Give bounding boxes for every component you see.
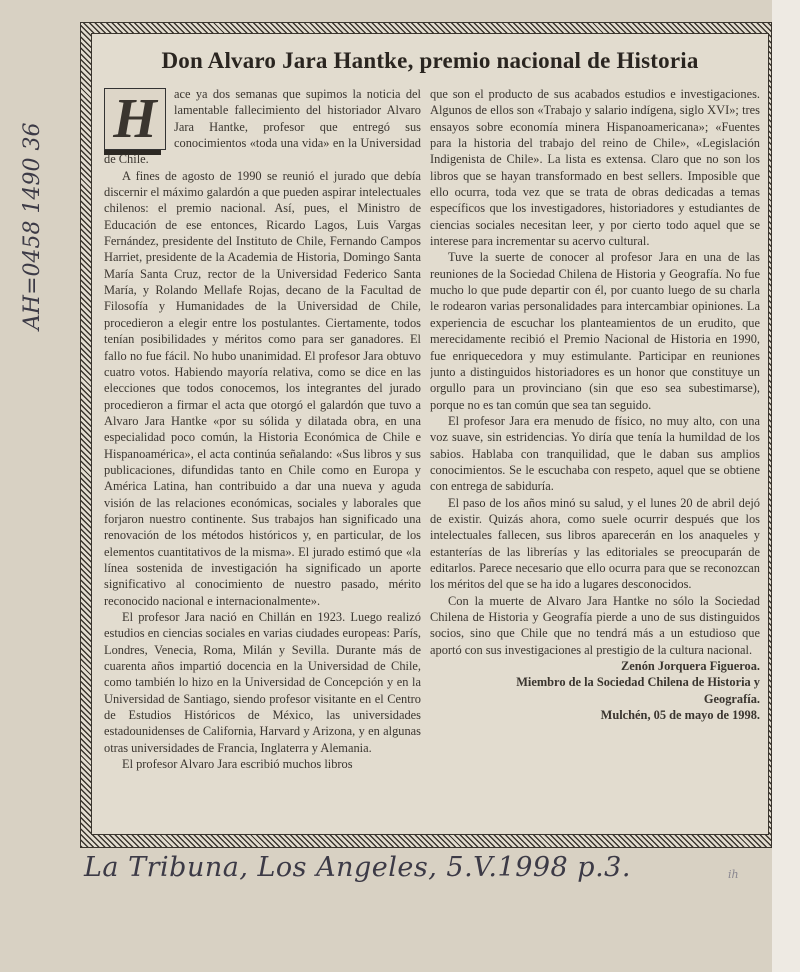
paragraph-2: A fines de agosto de 1990 se reunió el jurado que debía discernir el máximo galardón a que pueden aspirar intelectuales chilenos: el premio nacional. Así, pues, el Ministro de Educación de ese entonces, Ricardo Lagos, Luis Vargas Fernández, presidente del Instituto de Chile, Fernando Campos Harriet, presidente de la Academia de Historia, Domingo Santa María Santa Cruz, rector de la Universidad Federico Santa María, y Rolando Mellafe Rojas, decano de la Facultad de Filosofía y Humanidades de la Universidad de Chile, procedieron a elegir entre los postulantes. Ciertamente, todos tenían posibilidades y méritos como para ser ganadores. El fallo no fue fácil. No hubo unanimidad. El profesor Jara obtuvo cuatro votos. Habiendo mayoría relativa, como se dice en las elecciones que todos conocemos, los integrantes del jurado procedieron a firmar el acta que otorgó el galardón que tuvo a Alvaro Jara Hantke «por su sólida y dilatada obra, en una especialidad poco común, la Historia Económica de Chile e Hispanoamérica», el acta continúa señalando: «Sus libros y sus publicaciones, difundidas tanto en Chile como en Europa y América Latina, han contribuido a dar una nueva y aguda visión de las relaciones económicas, sociales y laborales que forjaron nuestro continente. Sus trabajos han significado una renovación de los métodos históricos y, en particular, de los elementos cuantitativos de la misma». El jurado estimó que «la línea sostenida de investigación ha significado un aporte significativo al conocimiento de nuestro pasado, mérito reconocido nacional e internacionalmente». [104, 168, 421, 608]
paragraph-6: El profesor Jara era menudo de físico, no muy alto, con una voz suave, sin estridencias. Yo diría que tenía la humildad de los sabios. Hablaba con tranquilidad, que le daban sus amplios conocimientos. Se le escuchaba con respeto, aquel que se obtiene con entrega de sabiduría. [430, 413, 760, 494]
paragraph-3: El profesor Jara nació en Chillán en 1923. Luego realizó estudios en ciencias sociales en varias ciudades europeas: París, Londres, Venecia, Roma, Milán y Sevilla. Durante más de cuarenta años impartió docencia en la Universidad de Chile, como también lo hizo en la Universidad de Concepción y en la Universidad de Santiago, siendo profesor visitante en el Centro de Estudios Históricos de México, las universidades estadounidenses de California, Harvard y Arizona, y en algunas otras universidades de Francia, Inglaterra y Alemania. [104, 610, 421, 755]
author-affiliation-cont: Geografía. [703, 691, 760, 706]
newspaper-clipping [80, 22, 772, 848]
paragraph-8: Con la muerte de Alvaro Jara Hantke no sólo la Sociedad Chilena de Historia y Geografía pierde a uno de sus distinguidos socios, sino que Chile que no tendrá más a un estudioso que aportó con sus investigaciones al prestigio de la cultura nacional. [430, 593, 760, 657]
paragraph-7: El paso de los años minó su salud, y el lunes 20 de abril dejó de existir. Quizás ahora, como suele ocurrir después que los intelectuales fallecen, sus libros aparecerán en los anaqueles y estanterías de las librerías y las editoriales se preocuparán de editarlos. Parece necesario que ello ocurra para que se reconozcan los méritos del que se ha ido a lugares desconocidos. [430, 495, 760, 592]
article-body [91, 33, 769, 835]
handwritten-archive-number: AH=0458 1490 36 [20, 122, 45, 330]
paragraph-1 [104, 86, 421, 168]
paragraph-4-start: El profesor Alvaro Jara escribió muchos libros [122, 757, 353, 772]
pencil-mark: ih [728, 868, 739, 881]
article-title: Don Alvaro Jara Hantke, premio nacional de Historia [161, 48, 699, 73]
author-name: Zenón Jorquera Figueroa. [621, 659, 760, 674]
right-column [430, 86, 760, 835]
place-date: Mulchén, 05 de mayo de 1998. [600, 708, 760, 723]
handwritten-source-note: La Tribuna, Los Angeles, 5.V.1998 p.3. [84, 852, 631, 883]
author-affiliation: Miembro de la Sociedad Chilena de Historia y [516, 675, 760, 690]
scan-margin [772, 0, 800, 972]
left-column [104, 86, 421, 835]
drop-cap: H [104, 88, 166, 150]
paragraph-text: ace ya dos semanas que supimos la noticia del lamentable fallecimiento del historiador Alvaro Jara Hantke, profesor que entregó sus conocimientos «toda una vida» en la Universidad de Chile. [104, 87, 421, 167]
paragraph-5: Tuve la suerte de conocer al profesor Jara en una de las reuniones de la Sociedad Chilena de Historia y Geografía. No fue mucho lo que pude departir con él, por cuanto luego de su charla le rodearon varias personalidades para intercambiar opiniones. La experiencia de escuchar los planteamientos de un erudito, que merecidamente recibió el Premio Nacional de Historia en 1990, fue enriquecedora y muy estimulante. Participar en reuniones junto a distinguidos historiadores es un honor que constituye un orgullo para un provinciano (sin que eso sea subestimarse), porque no es tan común que sea tan seguido. [430, 250, 760, 412]
paragraph-4-continued: que son el producto de sus acabados estudios e investigaciones. Algunos de ellos son «Trabajo y salario indígena, siglo XVI»; tres ensayos sobre economía minera Hispanoamericana»; «Fuentes para la historia del trabajo del reino de Chile», «Legislación Indigenista de Chile». La lista es extensa. Claro que no son los libros que se hayan transformado en best sellers. Imposible que ello ocurra, toda vez que se trata de obras dedicadas a temas específicos que los investigadores, historiadores y estudiantes de ciencias sociales necesitan leer, y por cierto todo aquel que se interese para incrementar su acervo cultural. [430, 87, 760, 249]
